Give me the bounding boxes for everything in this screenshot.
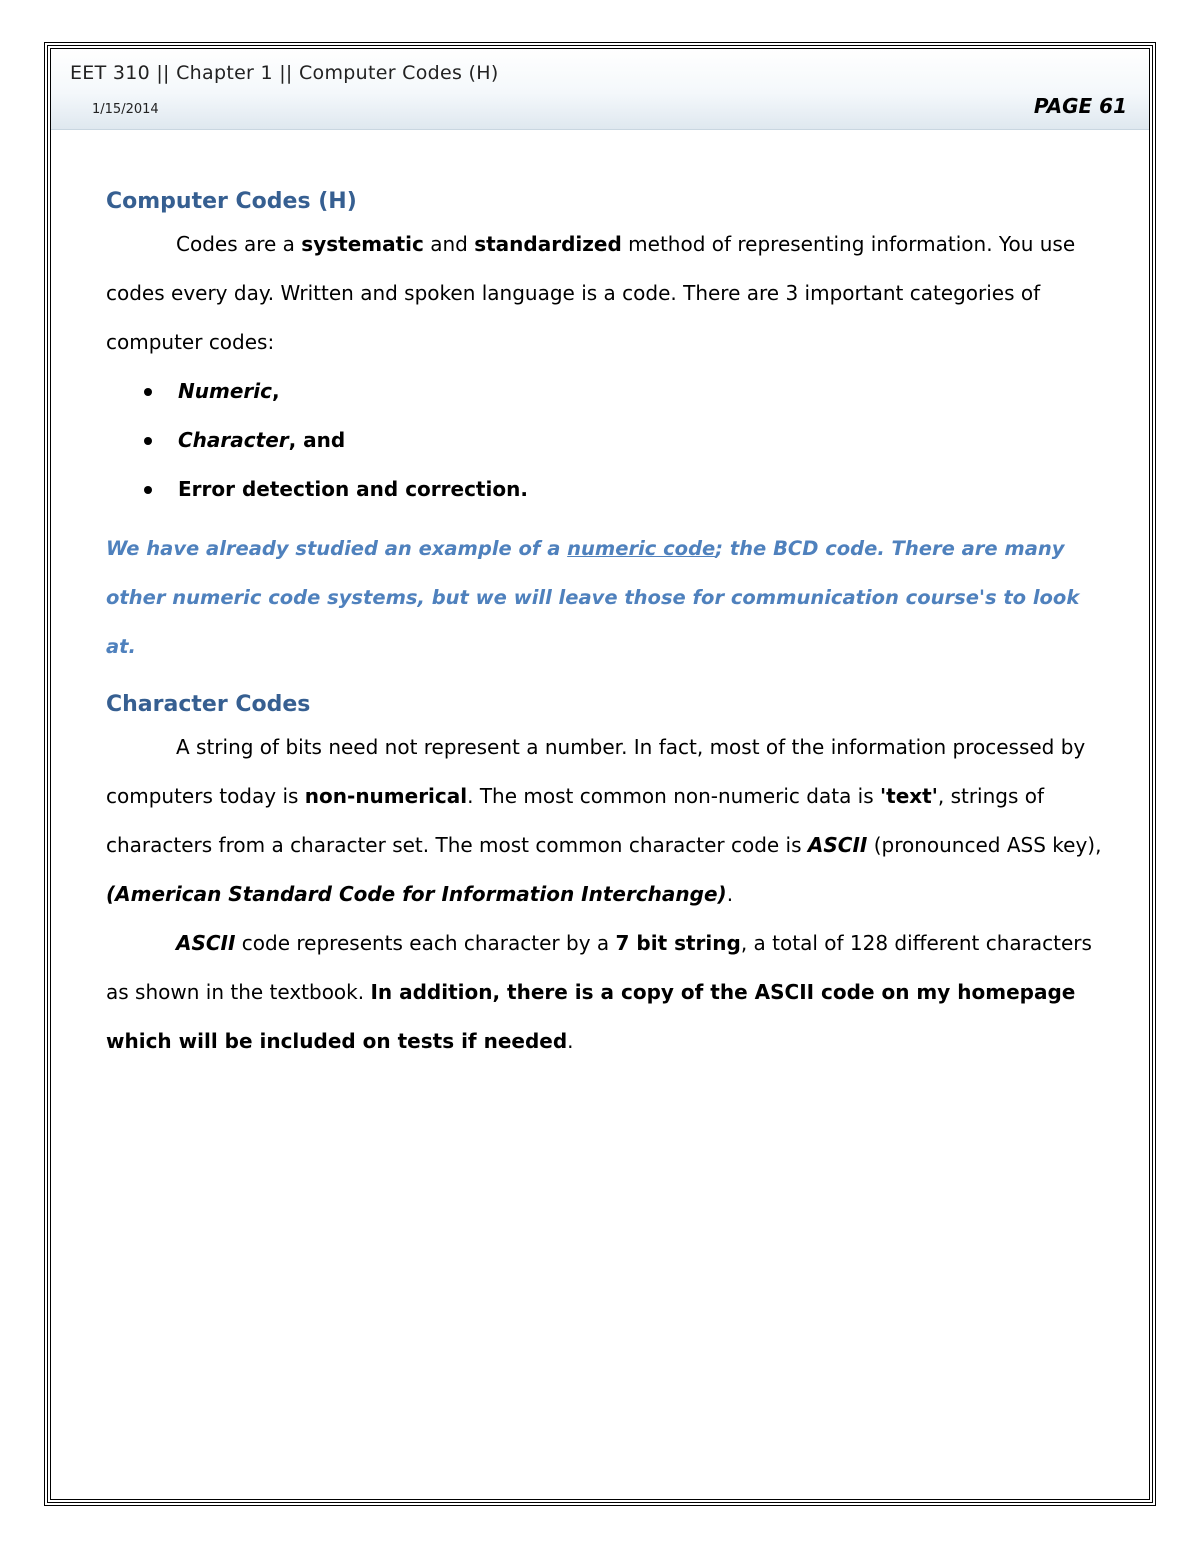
text-run: method of representing information. You use codes every day. Written and spoken language is a code. There are 3 important categories of computer codes: bbox=[106, 232, 1076, 354]
homepage-note: In addition, there is a copy of the ASCII code on my homepage which will be included on tests if needed bbox=[106, 980, 1076, 1053]
list-item bbox=[178, 465, 1106, 514]
list-item-suffix: , bbox=[271, 379, 280, 403]
text-run: code represents each character by a bbox=[235, 931, 616, 955]
list-item bbox=[178, 416, 1106, 465]
term-ascii: ASCII bbox=[176, 931, 236, 955]
text-run: , strings of characters from a character set. The most common character code is bbox=[106, 784, 1045, 857]
text-run: (pronounced ASS key), bbox=[867, 833, 1102, 857]
text-run: . bbox=[726, 882, 734, 906]
term-standardized: standardized bbox=[474, 232, 622, 256]
list-item-label: Error detection and correction bbox=[178, 477, 521, 501]
text-run: We have already studied an example of a bbox=[106, 537, 568, 560]
paragraph-ascii bbox=[106, 919, 1106, 1066]
term-non-numerical: non-numerical bbox=[304, 784, 468, 808]
text-run: , a total of 128 different characters as shown in the textbook. bbox=[106, 931, 1092, 1004]
list-item bbox=[178, 367, 1106, 416]
text-run: ; the BCD code. There are many other numeric code systems, but we will leave those for communication course's to look at. bbox=[106, 537, 1080, 658]
ascii-expansion: (American Standard Code for Information Interchange) bbox=[106, 882, 727, 906]
paragraph-intro bbox=[106, 220, 1106, 367]
term-ascii: ASCII bbox=[807, 833, 868, 857]
term-text: 'text' bbox=[880, 784, 938, 808]
section-heading-computer-codes: Computer Codes (H) bbox=[106, 189, 357, 214]
numeric-code-term: numeric code bbox=[567, 537, 716, 560]
bcd-note bbox=[106, 524, 1106, 671]
text-run: . bbox=[567, 1029, 574, 1053]
text-run: . The most common non-numeric data is bbox=[467, 784, 881, 808]
list-item-label: Character bbox=[178, 428, 289, 452]
text-run: Codes are a bbox=[176, 232, 302, 256]
code-categories-list bbox=[106, 367, 1106, 514]
term-systematic: systematic bbox=[301, 232, 424, 256]
list-item-label: Numeric bbox=[178, 379, 272, 403]
list-item-suffix: . bbox=[520, 477, 528, 501]
section-heading-character-codes: Character Codes bbox=[106, 692, 311, 717]
text-run: A string of bits need not represent a number. In fact, most of the information processed by computers today is bbox=[106, 735, 1086, 808]
term-7-bit-string: 7 bit string bbox=[615, 931, 741, 955]
document-body bbox=[106, 184, 1106, 1066]
header-date: 1/15/2014 bbox=[92, 102, 159, 117]
header-title: EET 310 || Chapter 1 || Computer Codes (H) bbox=[70, 62, 499, 84]
paragraph-character-codes bbox=[106, 723, 1106, 919]
page-number: PAGE 61 bbox=[1033, 94, 1127, 118]
list-item-suffix: , and bbox=[288, 428, 346, 452]
text-run: and bbox=[423, 232, 475, 256]
